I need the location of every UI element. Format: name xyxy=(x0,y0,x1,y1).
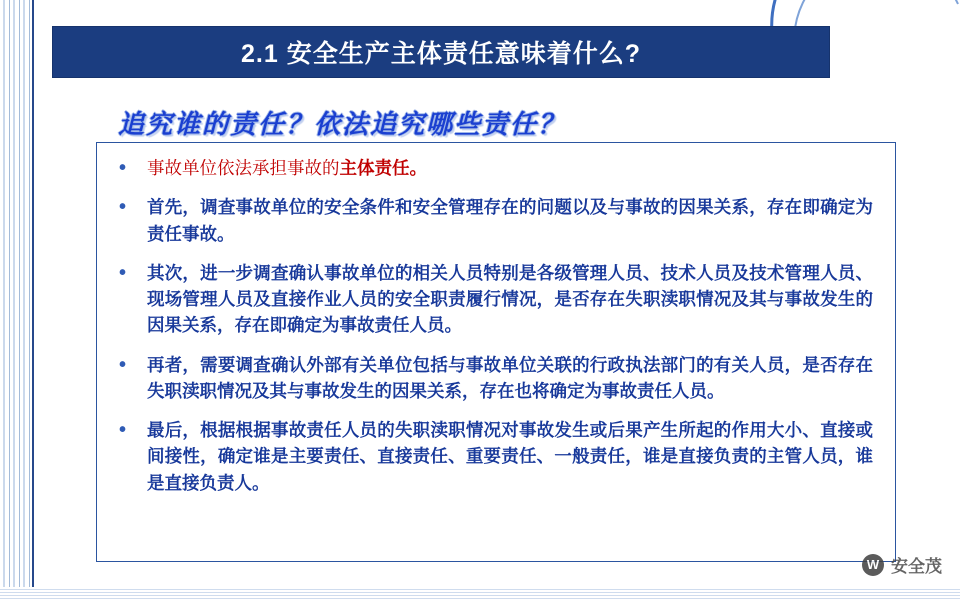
bullet-text: 其次，进一步调查确认事故单位的相关人员特别是各级管理人员、技术人员及技术管理人员、现场管理人员及直接作业人员的安全职责履行情况，是否存在失职渎职情况及其与事故发生的因果关系，存在即确定为事故责任人员。 xyxy=(147,262,873,336)
left-decorative-stripes xyxy=(0,0,34,601)
list-item xyxy=(111,417,873,496)
bottom-decorative-stripes xyxy=(0,587,960,601)
bullet-text: 再者，需要调查确认外部有关单位包括与事故单位关联的行政执法部门的有关人员，是否存在失职渎职情况及其与事故发生的因果关系，存在也将确定为事故责任人员。 xyxy=(147,354,873,401)
list-item xyxy=(111,260,873,339)
content-box xyxy=(96,142,896,562)
bullet-text: 首先，调查事故单位的安全条件和安全管理存在的问题以及与事故的因果关系，存在即确定为责任事故。 xyxy=(147,197,873,244)
bullet-text: 最后，根据根据事故责任人员的失职渎职情况对事故发生或后果产生所起的作用大小、直接或间接性，确定谁是主要责任、直接责任、重要责任、一般责任，谁是直接负责的主管人员，谁是直接负责人。 xyxy=(147,420,873,493)
bullet-list xyxy=(111,155,873,496)
list-item xyxy=(111,194,873,247)
list-item xyxy=(111,352,873,405)
slide-subheading: 追究谁的责任？依法追究哪些责任？ xyxy=(118,109,567,139)
slide-title-bar xyxy=(52,26,830,78)
bullet-text-strong: 主体责任。 xyxy=(339,158,427,178)
page-title: 2.1 安全生产主体责任意味着什么? xyxy=(241,40,641,68)
wechat-badge-icon: W xyxy=(862,554,884,576)
watermark xyxy=(862,552,942,577)
bullet-text-plain: 事故单位依法承担事故的 xyxy=(147,158,340,178)
list-item xyxy=(111,155,873,181)
watermark-label: 安全茂 xyxy=(891,557,942,576)
